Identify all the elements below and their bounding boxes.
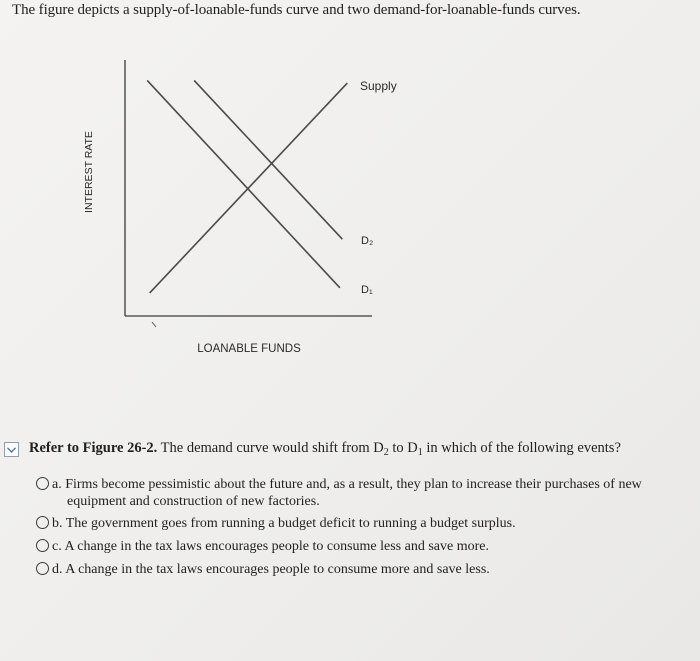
- option-b-text: The government goes from running a budget deficit to running a budget surplus.: [65, 516, 516, 531]
- demand-curve-d2: [194, 80, 342, 239]
- prompt-text-3: in which of the following events?: [422, 440, 621, 456]
- option-d-text: A change in the tax laws encourages people to consume more and save less.: [65, 562, 490, 577]
- option-b-radio[interactable]: [36, 516, 49, 529]
- option-b-letter: b.: [52, 516, 63, 531]
- subscript-1: 1: [417, 447, 423, 458]
- subscript-2: 2: [383, 447, 389, 458]
- option-d-letter: d.: [52, 562, 63, 577]
- option-c-text: A change in the tax laws encourages people to consume less and save more.: [64, 539, 489, 554]
- question-prompt: [29, 440, 621, 458]
- option-a-text-cont: equipment and construction of new factories.: [67, 494, 320, 509]
- question-block: [0, 438, 700, 638]
- option-a-radio[interactable]: [36, 477, 49, 490]
- option-c-radio[interactable]: [36, 539, 49, 552]
- y-axis-label: INTEREST RATE: [83, 131, 95, 213]
- intro-text: The figure depicts a supply-of-loanable-funds curve and two demand-for-loanable-funds curves.: [12, 2, 581, 18]
- supply-label: Supply: [360, 79, 397, 93]
- demand-curve-d1: [147, 80, 340, 287]
- axis-tick-mark: [152, 322, 156, 327]
- figure-reference: Refer to Figure 26-2.: [29, 440, 158, 456]
- option-d-radio[interactable]: [36, 562, 49, 575]
- check-icon: [7, 447, 16, 453]
- question-flag-checkbox[interactable]: [4, 442, 19, 457]
- prompt-text-2: to D: [388, 440, 418, 456]
- d2-label: D₂: [361, 235, 374, 247]
- option-a-text: Firms become pessimistic about the future and, as a result, they plan to increase their purchases of new: [65, 477, 642, 492]
- x-axis-label: LOANABLE FUNDS: [197, 343, 301, 355]
- prompt-text-1: The demand curve would shift from D: [157, 440, 384, 456]
- option-c-letter: c.: [52, 539, 62, 554]
- d1-label: D₁: [361, 284, 373, 296]
- option-a-letter: a.: [52, 477, 62, 492]
